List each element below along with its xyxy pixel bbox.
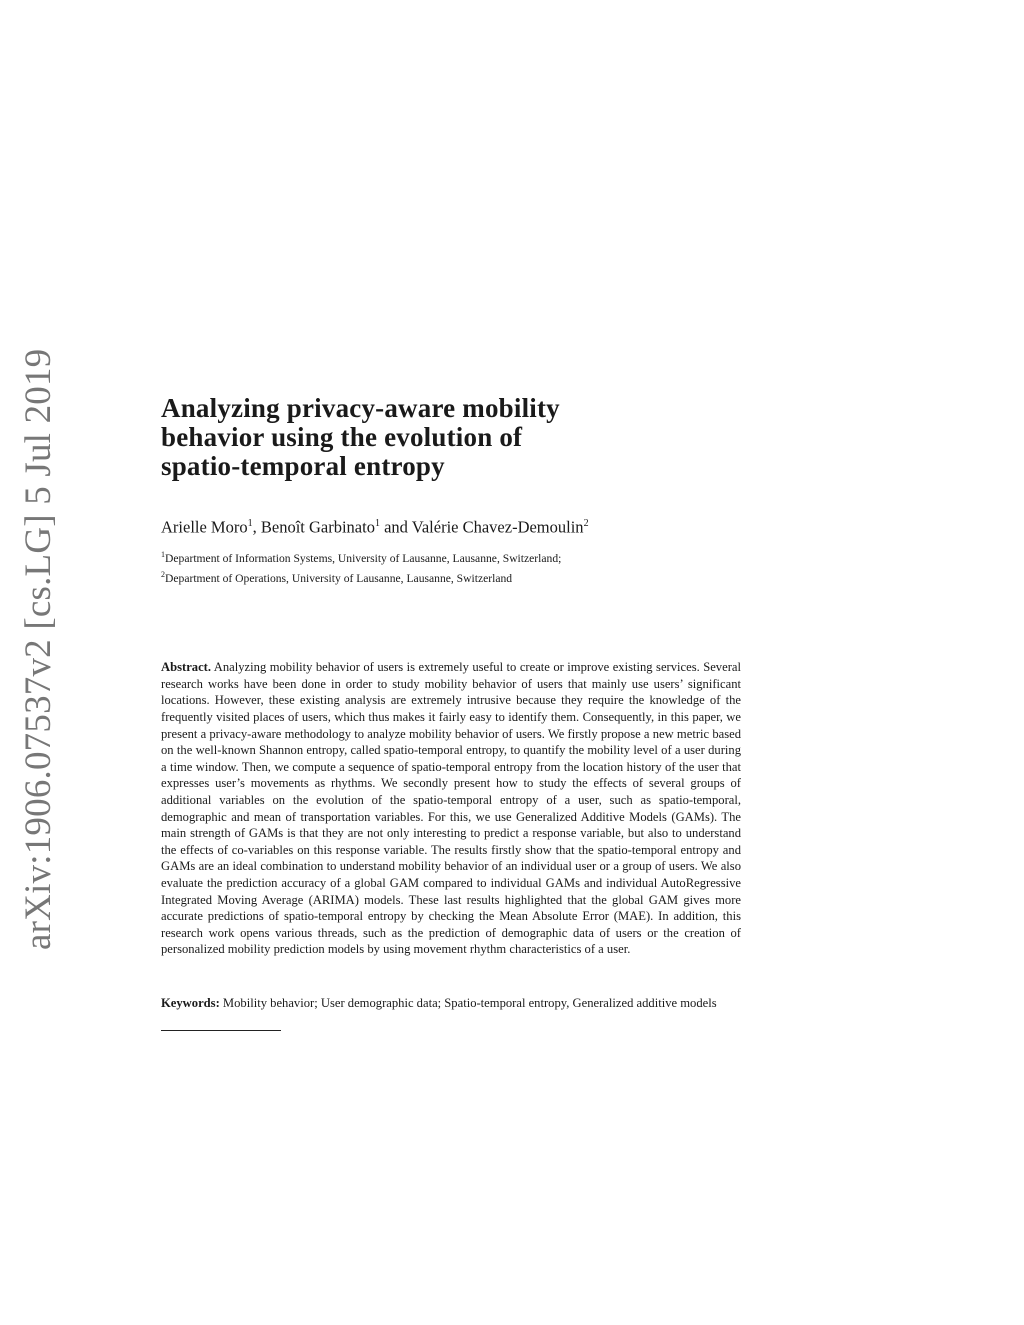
- author-list: [161, 514, 741, 538]
- keywords-text: Mobility behavior; User demographic data; Spatio-temporal entropy, Generalized additive models: [222, 995, 717, 1010]
- abstract: [161, 659, 741, 958]
- affiliation-mark: 1: [161, 549, 165, 559]
- author-affiliation-mark: 1: [247, 518, 253, 529]
- affiliation-text: Department of Operations, University of Lausanne, Lausanne, Switzerland: [165, 572, 513, 586]
- author-affiliation-mark: 2: [583, 518, 589, 529]
- affiliation-item: [161, 546, 741, 567]
- author-name: Benoît Garbinato: [260, 517, 375, 537]
- affiliation-item: [161, 566, 741, 587]
- affiliation-list: [161, 546, 741, 588]
- author-separator: and: [379, 517, 412, 537]
- author-name: Valérie Chavez-Demoulin: [411, 517, 584, 537]
- paper-title: [161, 394, 741, 481]
- arxiv-identifier: arXiv:1906.07537v2 [cs.LG] 5 Jul 2019: [18, 348, 59, 950]
- footnote-divider: [161, 1030, 281, 1031]
- author-name: Arielle Moro: [161, 517, 248, 537]
- author-separator: ,: [252, 517, 261, 537]
- title-line: Analyzing privacy-aware mobility: [161, 393, 560, 423]
- abstract-label: Abstract.: [161, 660, 212, 675]
- abstract-text: Analyzing mobility behavior of users is extremely useful to create or improve existing services. Several research works have been done in order to study mobility behavior of users that mainly use users’ significant locations. However, these existing analysis are extremely intrusive because they require the knowledge of the frequently visited places of users, which thus makes it fairly easy to identify them. Consequently, in this paper, we present a privacy-aware methodology to analyze mobility behavior of users. We firstly propose a new metric based on the well-known Shannon entropy, called spatio-temporal entropy, to quantify the mobility level of a user during a time window. Then, we compute a sequence of spatio-temporal entropy from the location history of the user that expresses user’s movements as rhythms. We secondly present how to study the effects of several groups of additional variables on the evolution of the spatio-temporal entropy of a user, such as spatio-temporal, demographic and mean of transportation variables. For this, we use Generalized Additive Models (GAMs). The main strength of GAMs is that they are not only interesting to predict a response variable, but also to understand the effects of co-variables on this response variable. The results firstly show that the spatio-temporal entropy and GAMs are an ideal combination to understand mobility behavior of an individual user or a group of users. We also evaluate the prediction accuracy of a global GAM compared to individual GAMs and individual AutoRegressive Integrated Moving Average (ARIMA) models. These last results highlighted that the global GAM gives more accurate predictions of spatio-temporal entropy by checking the Mean Absolute Error (MAE). In addition, this research work opens various threads, such as the prediction of demographic data of users or the creation of personalized mobility prediction models by using movement rhythm characteristics of a user.: [161, 660, 741, 957]
- keywords: [161, 995, 741, 1012]
- title-line: behavior using the evolution of: [161, 422, 523, 452]
- author-affiliation-mark: 1: [374, 518, 380, 529]
- keywords-label: Keywords:: [161, 995, 220, 1010]
- affiliation-mark: 2: [161, 570, 165, 580]
- title-line: spatio-temporal entropy: [161, 451, 445, 481]
- paper-front-matter: [161, 394, 741, 1031]
- affiliation-text: Department of Information Systems, University of Lausanne, Lausanne, Switzerland;: [165, 551, 562, 565]
